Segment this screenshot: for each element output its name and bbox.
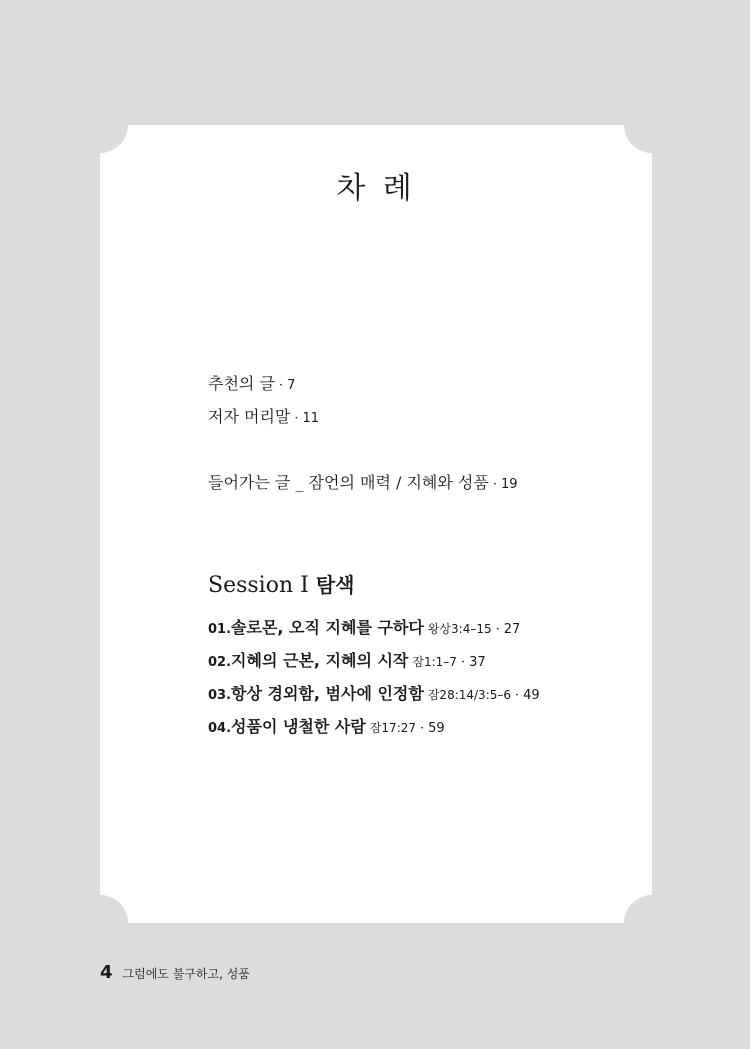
toc-entry — [208, 714, 445, 737]
entry-number: 02. — [208, 655, 232, 670]
toc-item-page: 7 — [287, 378, 296, 393]
entry-title: 항상 경외함, 범사에 인정함 — [231, 684, 424, 703]
toc-item-preface — [208, 404, 319, 427]
separator: · — [495, 622, 500, 637]
entry-reference: 왕상3:4–15 — [427, 622, 492, 636]
corner-notch — [624, 895, 652, 923]
entry-title: 솔로몬, 오직 지혜를 구하다 — [231, 618, 424, 637]
toc-entry — [208, 681, 540, 704]
separator: · — [460, 655, 466, 670]
entry-page: 37 — [469, 655, 486, 670]
entry-number: 03. — [208, 688, 232, 703]
entry-title: 성품이 냉철한 사람 — [231, 717, 366, 736]
separator: · — [420, 721, 425, 736]
toc-item-introduction — [208, 470, 518, 493]
separator: · — [492, 477, 497, 492]
page-number: 4 — [100, 962, 113, 983]
entry-page: 59 — [428, 721, 445, 736]
separator: · — [294, 411, 299, 426]
separator: · — [515, 688, 520, 703]
toc-entry — [208, 615, 520, 638]
entry-page: 27 — [503, 622, 521, 637]
page-footer — [100, 962, 250, 983]
entry-reference: 잠1:1–7 — [412, 655, 457, 669]
toc-item-page: 11 — [302, 411, 320, 426]
separator: · — [278, 378, 284, 393]
entry-number: 01. — [208, 622, 232, 637]
session-label: Session Ⅰ — [208, 573, 309, 598]
toc-title: 차 례 — [336, 171, 416, 206]
entry-reference: 잠17:27 — [369, 721, 417, 735]
toc-item-page: 19 — [500, 477, 518, 492]
toc-item-label: 들어가는 글 _ 잠언의 매력 / 지혜와 성품 — [208, 473, 489, 492]
book-title: 그럼에도 불구하고, 성품 — [122, 967, 250, 981]
toc-page — [100, 125, 652, 923]
session-title: 탐색 — [315, 573, 355, 597]
entry-title: 지혜의 근본, 지혜의 시작 — [231, 651, 409, 670]
corner-notch — [100, 125, 128, 153]
session-heading — [208, 569, 354, 598]
entry-reference: 잠28:14/3:5–6 — [427, 688, 512, 702]
toc-entry — [208, 648, 486, 671]
corner-notch — [624, 125, 652, 153]
entry-number: 04. — [208, 721, 232, 736]
toc-item-label: 추천의 글 — [208, 374, 275, 393]
toc-item-label: 저자 머리말 — [208, 407, 291, 426]
toc-item-recommendation — [208, 371, 295, 394]
entry-page: 49 — [523, 688, 540, 703]
corner-notch — [100, 895, 128, 923]
